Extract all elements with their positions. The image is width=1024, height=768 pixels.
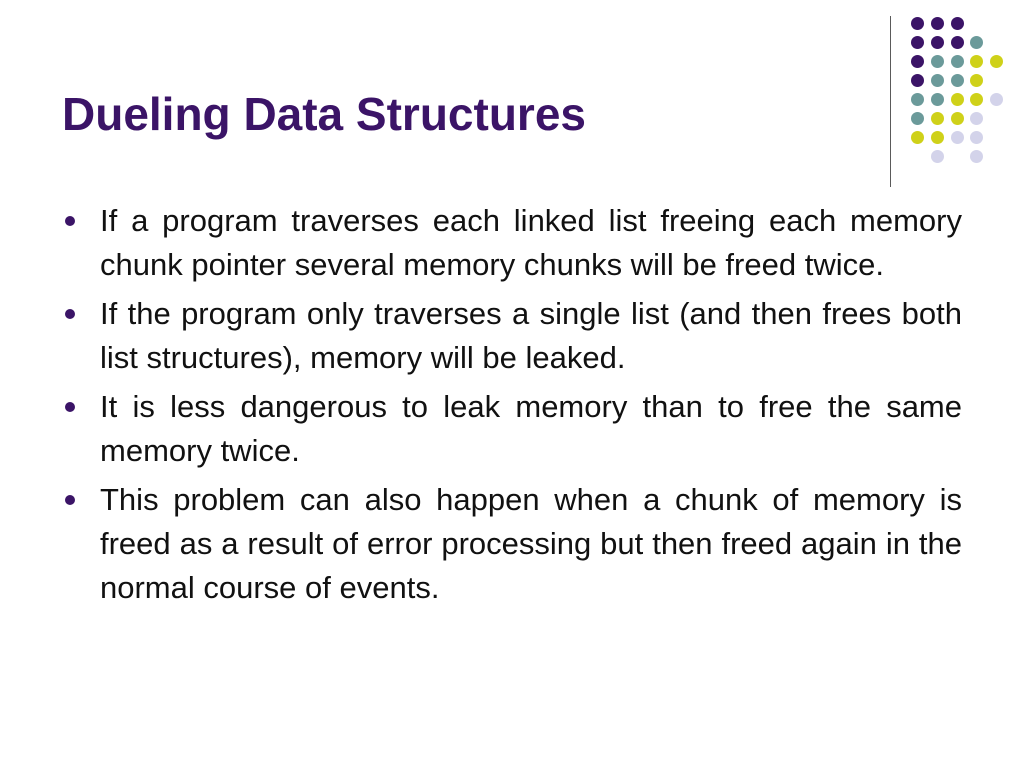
bullet-dot-icon [65, 495, 75, 505]
bullet-dot-icon [65, 216, 75, 226]
decorative-dot [970, 131, 983, 144]
bullet-text: If a program traverses each linked list freeing each memory chunk pointer several memory chunks will be freed twice. [100, 203, 962, 282]
slide-title: Dueling Data Structures [62, 88, 586, 140]
decorative-dot [951, 131, 964, 144]
bullet-item [62, 385, 962, 473]
decorative-dot [970, 55, 983, 68]
decorative-dot [911, 93, 924, 106]
decorative-dot [911, 36, 924, 49]
decorative-dot [990, 93, 1003, 106]
decorative-dot [931, 36, 944, 49]
decorative-dot [990, 55, 1003, 68]
decorative-dot [970, 112, 983, 125]
decorative-dot [931, 131, 944, 144]
decorative-dot [931, 55, 944, 68]
bullet-dot-icon [65, 309, 75, 319]
decorative-dot [931, 112, 944, 125]
decorative-dot [951, 36, 964, 49]
decorative-dot [931, 93, 944, 106]
bullet-item [62, 292, 962, 380]
decorative-dot [911, 74, 924, 87]
bullet-text: This problem can also happen when a chunk of memory is freed as a result of error processing but then freed again in the normal course of events. [100, 482, 962, 605]
decorative-dot [931, 150, 944, 163]
decorative-dot [970, 74, 983, 87]
bullet-item [62, 478, 962, 610]
decorative-dot [951, 74, 964, 87]
bullet-item [62, 199, 962, 287]
bullet-text: It is less dangerous to leak memory than to free the same memory twice. [100, 389, 962, 468]
decorative-dot [970, 36, 983, 49]
decorative-dot [951, 93, 964, 106]
decorative-dot [911, 55, 924, 68]
title-divider-line [890, 16, 891, 187]
decorative-dot [951, 112, 964, 125]
decorative-dot [931, 17, 944, 30]
decorative-dot [931, 74, 944, 87]
bullet-dot-icon [65, 402, 75, 412]
decorative-dot [951, 55, 964, 68]
decorative-dot [911, 131, 924, 144]
bullet-list [62, 199, 962, 615]
decorative-dot [911, 17, 924, 30]
decorative-dot [911, 112, 924, 125]
decorative-dot [951, 17, 964, 30]
decorative-dot [970, 93, 983, 106]
decorative-dot [970, 150, 983, 163]
bullet-text: If the program only traverses a single list (and then frees both list structures), memory will be leaked. [100, 296, 962, 375]
